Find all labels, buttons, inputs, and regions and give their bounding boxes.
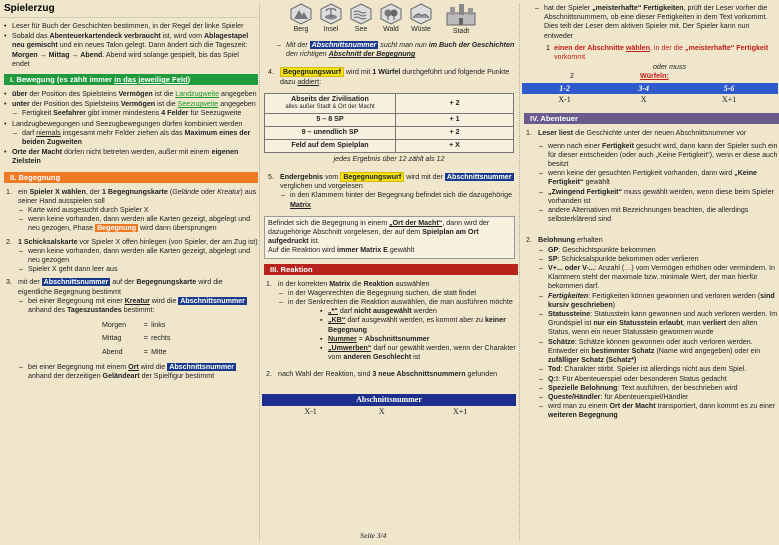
place-of-power-note: Befindet sich die Begegnung in einem „Ort der Macht“, dann wird der dazugehörige Abschnitt vorgelesen, der auf dem Spielplan am Ort aufgedruckt ist. Auf die Reaktion wird immer Matrix E gewählt — [264, 216, 515, 259]
masterful-skills-note — [520, 4, 779, 41]
list-item: 1. in der korrekten Matrix die Reaktion auswählen – in der Wagenrechten die Begegnung suchen, die statt findet – in der Senkrechten die Reaktion auswählen, die man ausführen möchte ▪ „*“ darf nicht ausgewählt werden ▪ „KB“ darf ausgewählt werden, es kommt aber zu keiner Begegnung ▪ Nummer = Abschnittsnummer ▪ „Umwerben“ darf nur gewählt werden, wenn der Charakter vom anderen Geschlecht ist — [278, 280, 518, 363]
list-item: ▪ Nummer = Abschnittsnummer — [328, 335, 518, 344]
encounter-step-5 — [260, 173, 518, 210]
list-item: 2. 1 Schicksalskarte vor Spieler X offen hinlegen (von Spieler, der am Zug ist) – wenn keine vorhanden, dann werden alle Karten gezeigt, abgelegt und neu gezogen – Spieler X geht dann leer aus — [18, 238, 258, 275]
table-cell: X-1 — [304, 406, 317, 416]
list-item: – Queste/Händler: für Abenteuerspiel/Händler — [548, 393, 779, 402]
page-title: Spielerzug — [0, 0, 258, 18]
or-label: oder muss — [652, 63, 687, 72]
list-item: – wenn nach einer Fertigkeit gesucht wird, dann kann der Spieler such ein für dieser entscheiden (oder auch „Keine Fertigkeit“), wenn er diese auch besitzt — [548, 142, 779, 170]
terrain-wald: Wald — [376, 3, 406, 36]
table-cell: X — [640, 95, 647, 105]
list-item: – Mit der Abschnittsnummer sucht man nun im Buch der Geschichten den richtigen Abschnitt der Begegnung — [286, 41, 518, 59]
list-item: • Leser für Buch der Geschichten bestimmen, in der Regel der linke Spieler — [12, 22, 258, 31]
list-item: 2. nach Wahl der Reaktion, sind 3 neue Abschnittsnummern gefunden — [266, 370, 498, 379]
list-item: – wenn keine vorhanden, dann werden alle Karten gezeigt, abgelegt und neu gezogen, Phase Begegnung wird dann übersprungen — [28, 215, 258, 233]
desert-icon — [410, 3, 432, 25]
list-item: – Karte wird ausgesucht durch Spieler X — [28, 206, 258, 215]
list-item: ▪ „Umwerben“ darf nur gewählt werden, wenn der Charakter vom anderen Geschlecht ist — [328, 344, 518, 362]
section-heading-movement: I. Bewegung (es zählt immer in das jeweilige Feld) — [4, 74, 258, 85]
terrain-stadt: Stadt — [436, 3, 486, 36]
dice-table — [522, 83, 778, 105]
list-item: – „Zwingend Fertigkeit“ muss gewählt werden, wenn diese beim Spieler vorhanden ist — [548, 188, 779, 206]
column-left — [0, 0, 258, 545]
list-item: – in den Klammern hinter der Begegnung befindet sich die dazugehörige Matrix — [290, 191, 518, 209]
list-item: – darf niemals insgesamt mehr Felder ziehen als das Maximum eines der beiden Zugweiten — [22, 129, 258, 147]
column-middle — [260, 0, 518, 545]
option-two: 2 Würfeln: — [570, 72, 669, 81]
table-cell: 9 – unendlich SP — [265, 126, 396, 139]
list-item: – wenn keine vorhanden, dann werden alle Karten gezeigt, abgelegt und neu gezogen — [28, 247, 258, 265]
list-item: – Statussteine: Statusstein kann gewonnen und auch verloren werden. Im Grundspiel ist nur ein Statusstein erlaubt, man verliert den alten Status, wenn ein neuer Statusstein gewonnen wurde — [548, 310, 779, 338]
terrain-see: See — [346, 3, 376, 36]
mountain-icon — [290, 3, 312, 25]
island-icon — [320, 3, 342, 25]
table-header: 5-6 — [680, 83, 778, 94]
list-item: – SP: Schicksalspunkte bekommen oder verlieren — [548, 255, 779, 264]
reaction-steps — [260, 280, 518, 380]
forest-icon — [380, 3, 402, 25]
adventure-steps — [520, 129, 779, 420]
list-item: 1. Leser liest die Geschichte unter der neuen Abschnittsnummer vor – wenn nach einer Fertigkeit gesucht wird, dann kann der Spieler such ein für dieser entscheiden (oder auch „Keine Fertigkeit“), wenn er diese auch besitzt – wenn keine der gesuchten Fertigkeit vorhanden, dann wird „Keine Fertigkeit“ gewählt – „Zwingend Fertigkeit“ muss gewählt werden, wenn diese beim Spieler vorhanden ist – andere Alternativen mit Bezeichnungen beachten, die allerdings selbsterklärend sind — [538, 129, 779, 224]
list-item: 3. mit der Abschnittsnummer auf der Begegnungskarte wird die eigentliche Begegnung bestimmt – bei einer Begegnung mit einer Kreatur wird die Abschnittsnummer anhand des Tageszustandes bestimmt: Morgen = links Mittag = rechts Abend = Mitte – bei einer Begegnung mit einem Ort wird die Abschnittsnummer anhand der derzeitigen Geländeart der Spielfigur bestimmt — [18, 278, 258, 381]
terrain-icons — [286, 3, 518, 36]
list-item: – bei einer Begegnung mit einer Kreatur wird die Abschnittsnummer anhand des Tageszustandes bestimmt: Morgen = links Mittag = rechts Abend = Mitte — [28, 297, 258, 360]
table-footnote: jedes Ergebnis über 12 zählt als 12 — [333, 154, 445, 163]
list-item: – V+... oder V-...: Anzahl (…) vom Vermögen erhöhen oder vermindern. In Klammern steht der maximale bzw. minimale Wert, der man hierfür bekommen darf. — [548, 264, 779, 292]
table-cell: X — [378, 406, 385, 416]
list-item: – GP: Geschichtspunkte bekommen — [548, 246, 779, 255]
section-heading-adventure: IV. Abenteuer — [524, 113, 779, 124]
list-item: – in der Wagenrechten die Begegnung suchen, die statt findet — [288, 289, 518, 298]
section-number-table — [262, 394, 516, 417]
time-of-day-table: Morgen = links Mittag = rechts Abend = Mitte — [102, 321, 171, 356]
table-cell: + 2 — [396, 93, 514, 113]
table-header: 1-2 — [522, 83, 607, 94]
list-item: ▪ „*“ darf nicht ausgewählt werden — [328, 307, 518, 316]
list-item: – in der Senkrechten die Reaktion auswählen, die man ausführen möchte — [288, 298, 518, 307]
encounter-steps-continued — [260, 68, 518, 86]
terrain-berg: Berg — [286, 3, 316, 36]
city-icon — [444, 3, 478, 27]
movement-list — [0, 90, 258, 167]
table-cell: X+1 — [721, 95, 737, 105]
lake-icon — [350, 3, 372, 25]
list-item: – Fertigkeit Seefahrer gibt immer mindestens 4 Felder für Seezugweite — [22, 109, 258, 118]
column-right — [520, 0, 779, 545]
list-item: 5. Endergebnis vom Begegnungswurf wird mit der Abschnittsnummer verglichen und vorgelesen – in den Klammern hinter der Begegnung befindet sich die dazugehörige Matrix — [280, 173, 518, 210]
table-cell: + X — [396, 139, 514, 152]
list-item: – Tod: Charakter stirbt. Spieler ist allerdings nicht aus dem Spiel. — [548, 365, 779, 374]
table-header: Abschnittsnummer — [262, 394, 516, 406]
table-cell: + 1 — [396, 113, 514, 126]
list-item: – Fertigkeiten: Fertigkeiten können gewonnen und verloren werden (sind kursiv geschrieben) — [548, 292, 779, 310]
table-cell: + 2 — [396, 126, 514, 139]
list-item: – Q:!: Für Abenteuerspiel oder besonderen Status gedacht — [548, 375, 779, 384]
list-item: 2. Belohnung erhalten – GP: Geschichtspunkte bekommen – SP: Schicksalspunkte bekommen oder verlieren – V+... oder V-...: Anzahl (…) vom Vermögen erhöhen oder vermindern. In Klammern steht der maximale bzw. minimale Wert, der man hierfür bekommen darf. – Fertigkeiten: Fertigkeiten können gewonnen und verloren werden (sind kursiv geschrieben) – Statussteine: Statusstein kann gewonnen und auch verloren werden. Im Grundspiel ist nur ein Statusstein erlaubt, man verliert den alten Status, wenn ein neuer Statusstein gewonnen wurde – Schätze: Schätze können gewonnen oder auch verloren werden. Entweder ein bestimmter Schatz (Name wird angegeben) oder ein zufälliger Schatz (Schatz*) – Tod: Charakter stirbt. Spieler ist allerdings nicht aus dem Spiel. – Q:!: Für Abenteuerspiel oder besonderen Status gedacht – Spezielle Belohnung: Text ausführen, der beschrieben wird – Queste/Händler: für Abenteuerspiel/Händler – wird man zu einem Ort der Macht transportiert, dann kommt es zu einer weiteren Begegnung — [538, 236, 779, 420]
list-item: • über der Position des Spielsteins Vermögen ist die Landzugweite angegeben — [12, 90, 258, 99]
table-cell: X-1 — [558, 95, 571, 105]
terrain-wueste: Wüste — [406, 3, 436, 36]
page-number: Seite 3/4 — [360, 531, 387, 540]
table-header: 3-4 — [607, 83, 680, 94]
list-item: 1. ein Spieler X wählen, der 1 Begegnungskarte (Gelände oder Kreatur) aus seiner Hand ausspielen soll – Karte wird ausgesucht durch Spieler X – wenn keine vorhanden, dann werden alle Karten gezeigt, abgelegt und neu gezogen, Phase Begegnung wird dann übersprungen — [18, 188, 258, 234]
list-item: • unter der Position des Spielsteins Vermögen ist die Seezugweite angegeben – Fertigkeit Seefahrer gibt immer mindestens 4 Felder für Seezugweite — [12, 100, 258, 118]
list-item: – Spezielle Belohnung: Text ausführen, der beschrieben wird — [548, 384, 779, 393]
list-item: – andere Alternativen mit Bezeichnungen beachten, die allerdings selbsterklärend sind — [548, 206, 779, 224]
list-item: – wird man zu einem Ort der Macht transportiert, dann kommt es zu einer weiteren Begegnung — [548, 402, 779, 420]
table-cell: Feld auf dem Spielplan — [265, 139, 396, 152]
section-heading-reaction: III. Reaktion — [264, 264, 518, 275]
table-cell: Abseits der Zivilisation alles außer Stadt & Ort der Macht — [265, 93, 396, 113]
list-item: 4. Begegnungswurf wird mit 1 Würfel durchgeführt und folgende Punkte dazu addiert: — [268, 68, 510, 86]
section-heading-encounter: II. Begegnung — [4, 172, 258, 183]
list-item: ▪ „KB“ darf ausgewählt werden, es kommt aber zu keiner Begegnung — [328, 316, 518, 334]
option-one: 1 einen der Abschnitte wählen, in der die „meisterhafte“ Fertigkeit vorkommt — [546, 43, 769, 62]
table-cell: X+1 — [453, 406, 468, 416]
list-item: • Landzugbewegungen und Seezugbewegungen dürfen kombiniert werden – darf niemals insgesamt mehr Felder ziehen als das Maximum eines der beiden Zugweiten — [12, 120, 258, 148]
encounter-steps — [0, 188, 258, 382]
list-item: – Spieler X geht dann leer aus — [28, 265, 258, 274]
list-item: – hat der Spieler „meisterhafte“ Fertigkeiten, prüft der Leser vorher die Abschnittsnummern, ob eine dieser Fertigkeiten in dem Text vorkommt. Dies teilt der Leser dem aktiven Spieler mit. Der Spieler kann nun entweder — [544, 4, 779, 41]
list-item: – Schätze: Schätze können gewonnen oder auch verloren werden. Entweder ein bestimmter Schatz (Name wird angegeben) oder ein zufälliger Schatz (Schatz*) — [548, 338, 779, 366]
list-item: – bei einer Begegnung mit einem Ort wird die Abschnittsnummer anhand der derzeitigen Geländeart der Spielfigur bestimmt — [28, 363, 258, 381]
list-item: • Orte der Macht dürfen nicht betreten werden, außer mit einem eigenen Zielstein — [12, 148, 258, 166]
list-item: – wenn keine der gesuchten Fertigkeit vorhanden, dann wird „Keine Fertigkeit“ gewählt — [548, 169, 779, 187]
terrain-insel: Insel — [316, 3, 346, 36]
intro-list — [0, 22, 258, 69]
table-cell: 5 – 8 SP — [265, 113, 396, 126]
terrain-note — [260, 41, 518, 59]
list-item: • Sobald das Abenteuerkartendeck verbraucht ist, wird vom Ablagestapel neu gemischt und ein neues Talon gelegt. Dann ändert sich die Tageszeit: Morgen → Mittag → Abend. Abend wird solange gespielt, bis das Spiel endet — [12, 32, 258, 69]
civilisation-table — [264, 93, 514, 153]
